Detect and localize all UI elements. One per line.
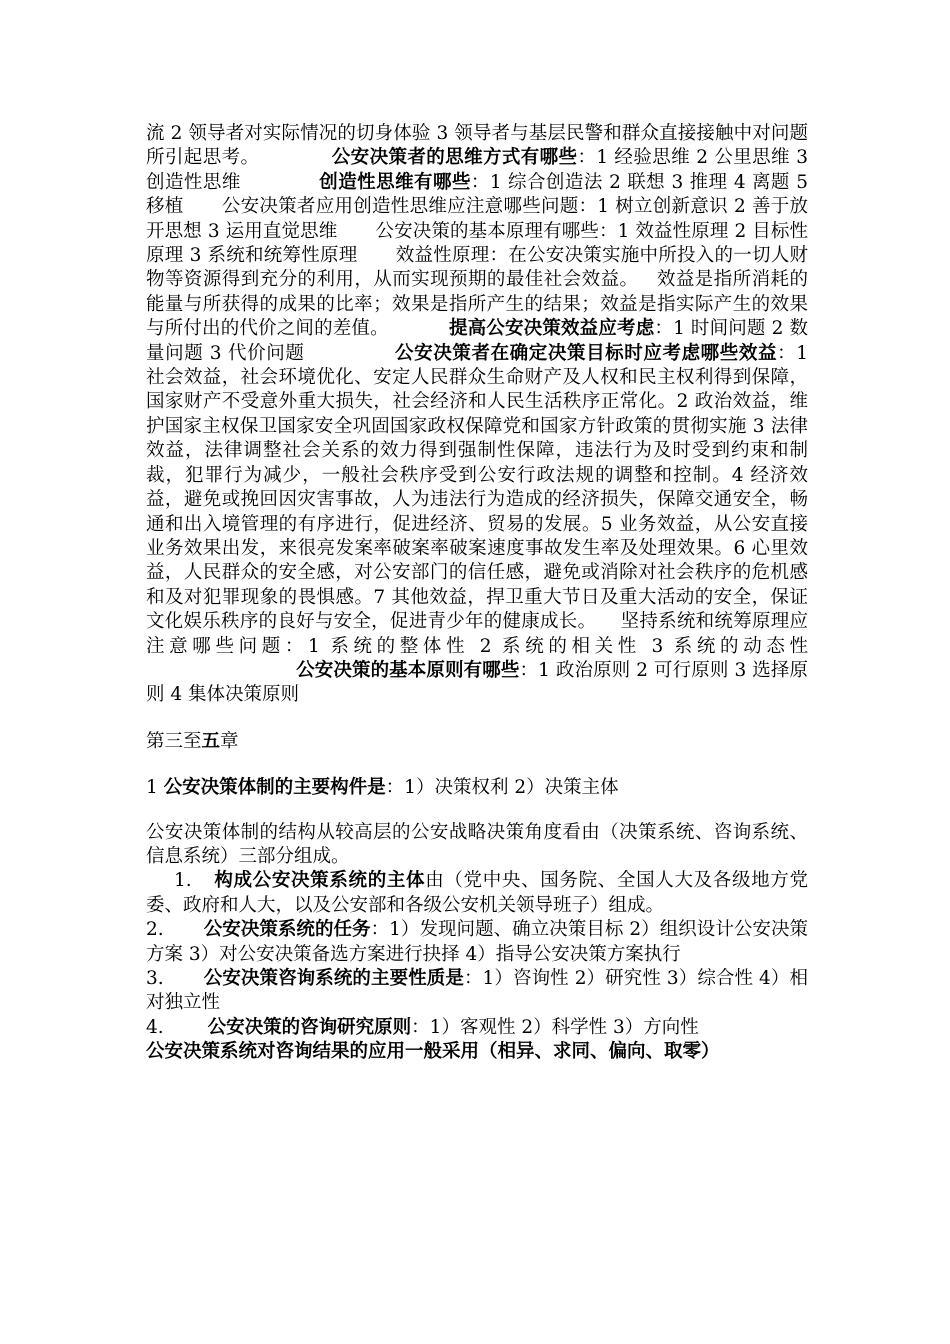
- list-item-heading: 公安决策的咨询研究原则: [207, 1016, 412, 1038]
- list-item-text: 由（党中央、国务院、全国人大及各级地方党委、政府和人大，以及公安部和各级公安机关领导班子）组成。: [146, 870, 808, 916]
- list-item-text: ：1）客观性 2）科学性 3）方向性: [411, 1016, 699, 1038]
- intro-text-3: ：1 综合创造法 2 联想 3 推理 4 离题 5 移植: [146, 171, 808, 218]
- intro-text-6: 效益性原理：在公安决策实施中所投入的一切人财物等资源得到充分的利用，从而实现预期的最佳社会效益。: [146, 245, 808, 291]
- heading-decision-goals: 公安决策者在确定决策目标时应考虑哪些效益: [394, 342, 778, 364]
- chapter-bold: 五: [201, 730, 221, 752]
- list-item-3: [146, 967, 808, 1016]
- list-item-1: [146, 869, 808, 918]
- intro-paragraph: [146, 122, 808, 708]
- list-item-number: 3.: [146, 968, 164, 989]
- item-1-number: 1: [146, 777, 164, 799]
- intro-text-1: 流 2 领导者对实际情况的切身体验 3 领导者与基层民警和群众直接接触中对问题所引起思考。: [146, 123, 808, 169]
- list-item-heading: 公安决策咨询系统的主要性质是: [203, 968, 464, 989]
- document-page: [146, 122, 808, 1065]
- chapter-post: 章: [220, 730, 239, 752]
- structure-paragraph: 公安决策体制的结构从较高层的公安战略决策角度看由（决策系统、咨询系统、信息系统）三部分组成。: [146, 821, 808, 867]
- item-1: [146, 776, 808, 800]
- list-item-heading: 构成公安决策系统的主体: [213, 870, 426, 892]
- list-item-number: 1.: [174, 870, 192, 892]
- intro-text-7: 效益是指所消耗的能量与所获得的成果的比率；效果是指所产生的结果；效益是指实际产生的效果与所付出的代价之间的差值。: [146, 269, 808, 340]
- heading-improve-efficiency: 提高公安决策效益应考虑: [448, 318, 655, 340]
- list-item-heading: 公安决策系统的任务: [203, 919, 371, 941]
- list-item-2: [146, 918, 808, 967]
- intro-text-5: 公安决策的基本原理有哪些：1 效益性原理 2 目标性原理 3 系统和统筹性原理: [146, 220, 808, 267]
- chapter-pre: 第三至: [146, 730, 202, 752]
- item-1-heading: 公安决策体制的主要构件是: [163, 777, 386, 799]
- chapter-heading: [146, 730, 808, 754]
- intro-text-4: 公安决策者应用创造性思维应注意哪些问题：1 树立创新意识 2 善于放开思想 3 运用直觉思维: [146, 196, 808, 242]
- final-bold-text: 公安决策系统对咨询结果的应用一般采用（相异、求同、偏向、取零）: [146, 1041, 720, 1063]
- list-item-number: 2.: [146, 919, 164, 941]
- list-item-text: ：1）发现问题、确立决策目标 2）组织设计公安决策方案 3）对公安决策备选方案进行抉择 4）指导公安决策方案执行: [146, 919, 808, 965]
- intro-text-8: ：1 时间问题 2 数量问题 3 代价问题: [146, 318, 808, 364]
- heading-creative-thinking: 创造性思维有哪些: [318, 171, 471, 193]
- list-item-number: 4.: [146, 1016, 164, 1038]
- list-item-4: [146, 1016, 808, 1040]
- heading-thinking-modes: 公安决策者的思维方式有哪些: [331, 147, 578, 169]
- list-item-text: ：1）咨询性 2）研究性 3）综合性 4）相对独立性: [146, 968, 808, 1014]
- final-bold-line: [146, 1040, 808, 1064]
- heading-basic-principles: 公安决策的基本原则有哪些: [296, 659, 520, 681]
- intro-text-2: ：1 经验思维 2 公里思维 3 创造性思维: [146, 147, 808, 193]
- intro-text-10: 坚持系统和统筹原理应注意哪些问题：1 系统的整体性 2 系统的相关性 3 系统的动态性: [146, 611, 808, 657]
- item-1-text: ：1）决策权利 2）决策主体: [385, 777, 619, 799]
- intro-text-11: ：1 政治原则 2 可行原则 3 选择原则 4 集体决策原则: [146, 659, 808, 706]
- intro-text-9: ：1 社会效益，社会环境优化、安定人民群众生命财产及人权和民主权利得到保障，国家财产不受意外重大损失，社会经济和人民生活秩序正常化。2 政治效益，维护国家主权保卫国家安全巩固国家政权保障党和国家方针政策的贯彻实施 3 法律效益，法律调整社会关系的效力得到强制性保障，违法行为及时受到约束和制裁，犯罪行为减少，一般社会秩序受到公安行政法规的调整和控制。4 经济效益，避免或挽回因灾害事故，人为违法行为造成的经济损失，保障交通安全，畅通和出入境管理的有序进行，促进经济、贸易的发展。5 业务效益，从公安直接业务效果出发，来很亮发案率破案率破案速度事故发生率及处理效果。6 心里效益，人民群众的安全感，对公安部门的信任感，避免或消除对社会秩序的危机感和及对犯罪现象的畏惧感。7 其他效益，捍卫重大节日及重大活动的安全，保证文化娱乐秩序的良好与安全，促进青少年的健康成长。: [146, 342, 808, 633]
